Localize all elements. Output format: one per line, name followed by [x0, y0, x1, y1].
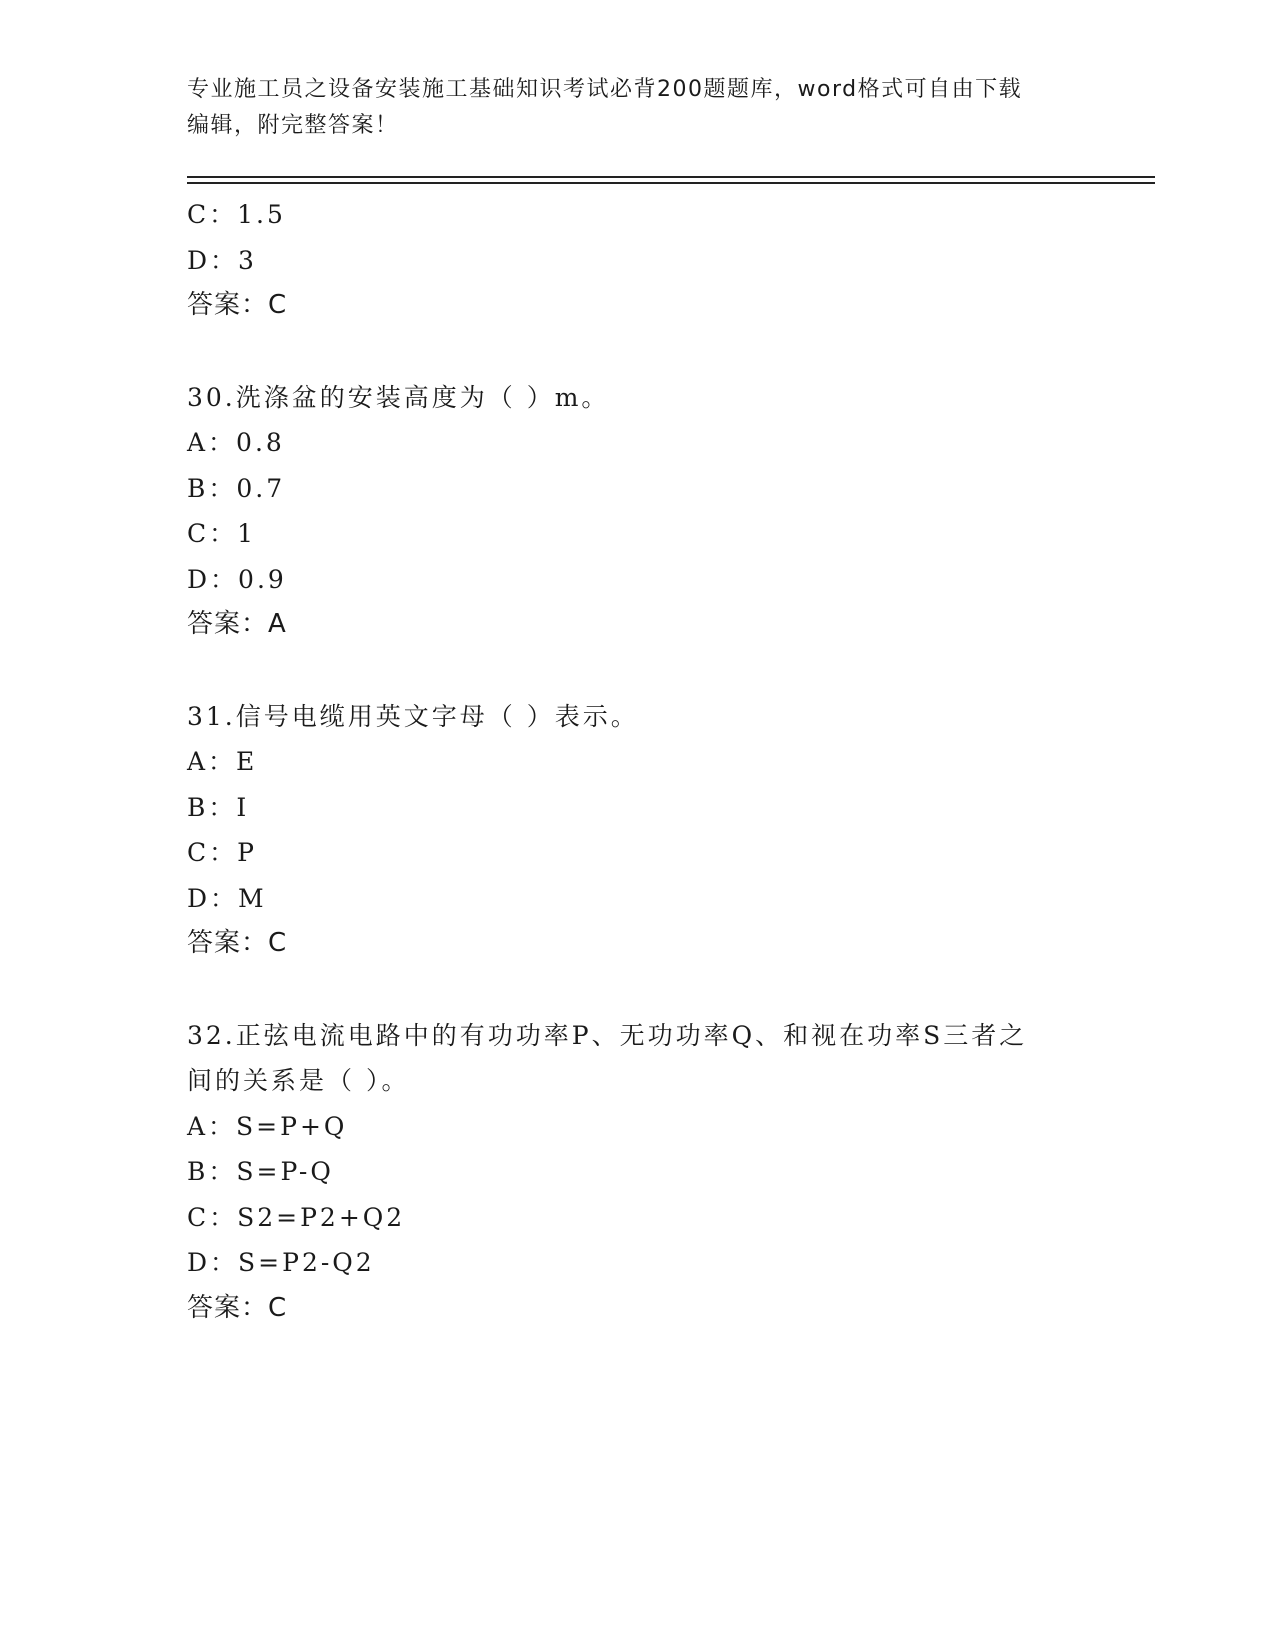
answer-line: 答案：C	[187, 290, 288, 320]
header-line-1: 专业施工员之设备安装施工基础知识考试必背200题题库，word格式可自由下载	[187, 77, 1023, 102]
question-31	[187, 694, 1087, 967]
question-32	[187, 1013, 1087, 1332]
header-divider-bottom	[187, 182, 1155, 184]
option-d: D：3	[187, 245, 257, 275]
answer-line: 答案：C	[187, 928, 288, 958]
question-30	[187, 375, 1087, 648]
option-b: B：I	[187, 792, 250, 822]
option-d: D：0.9	[187, 564, 287, 594]
question-text: 30.洗涤盆的安装高度为（ ）m。	[187, 382, 610, 412]
option-b: B：0.7	[187, 473, 286, 503]
question-text: 31.信号电缆用英文字母（ ）表示。	[187, 701, 639, 731]
answer-line: 答案：A	[187, 609, 287, 639]
header-line-2: 编辑，附完整答案！	[187, 113, 399, 138]
question-fragment-29	[187, 192, 1087, 329]
document-header	[187, 72, 1087, 144]
question-text-line-1: 32.正弦电流电路中的有功功率P、无功功率Q、和视在功率S三者之	[187, 1020, 1028, 1050]
option-d: D：M	[187, 883, 267, 913]
question-text-line-2: 间的关系是（ ）。	[187, 1066, 410, 1095]
option-c: C：S2=P2+Q2	[187, 1202, 406, 1232]
header-divider-top	[187, 176, 1155, 178]
option-a: A：S=P+Q	[187, 1111, 348, 1141]
option-a: A：0.8	[187, 428, 285, 457]
document-body	[187, 192, 1087, 1331]
option-c: C：1	[187, 519, 257, 548]
option-d: D：S=P2-Q2	[187, 1248, 375, 1277]
option-c: C：P	[187, 838, 257, 867]
option-b: B：S=P-Q	[187, 1157, 334, 1186]
option-a: A：E	[187, 747, 258, 776]
option-c: C：1.5	[187, 200, 286, 229]
answer-line: 答案：C	[187, 1292, 288, 1323]
